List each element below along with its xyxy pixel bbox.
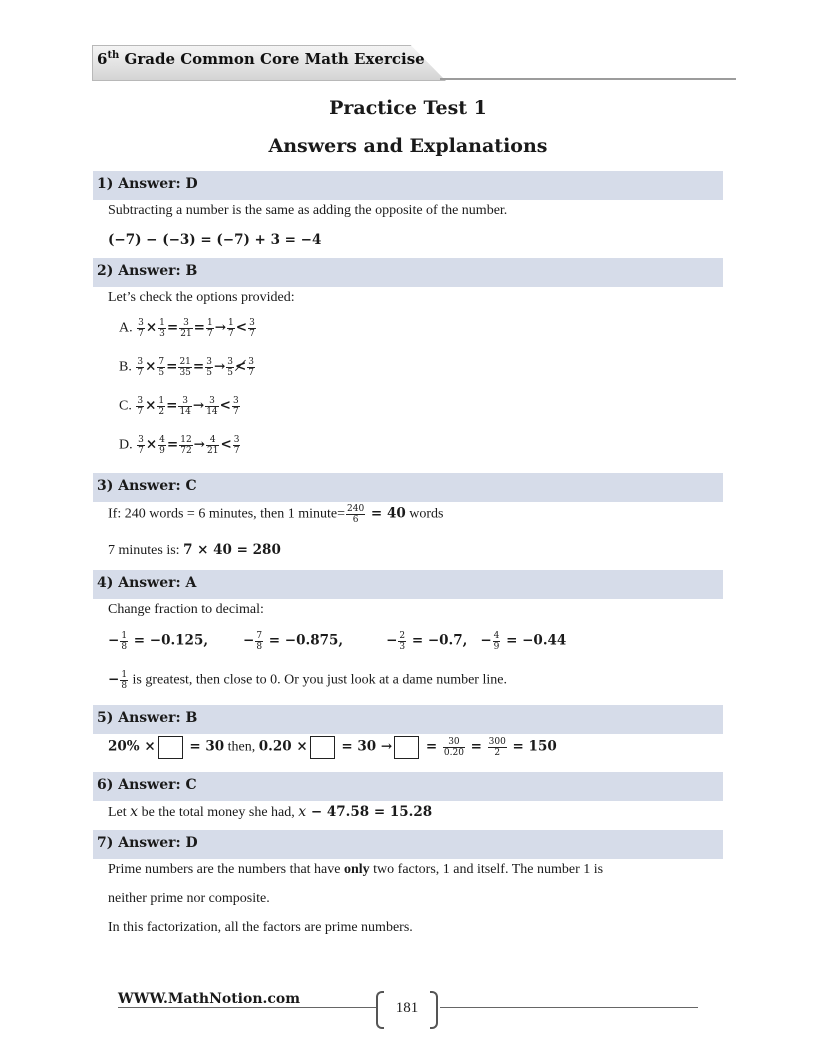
q2-explanation: Let’s check the options provided: xyxy=(108,290,295,305)
q1-explanation: Subtracting a number is the same as adding the opposite of the number. xyxy=(108,203,508,218)
answer-bar-5: 5) Answer: B xyxy=(93,705,723,734)
answer-bar-2: 2) Answer: B xyxy=(93,258,723,287)
q2-option-d: D. $\frac{3}{7}$ × $\frac{4}{9}$ = $\frac{12}{72}$ → $\frac{4}{21}$ < $\frac{3}{7}$ xyxy=(119,435,240,456)
q2-option-c: C. $\frac{3}{7}$ × $\frac{1}{2}$ = $\frac{3}{14}$ → $\frac{3}{14}$ < $\frac{3}{7}$ xyxy=(119,396,239,417)
blank-box xyxy=(158,736,183,759)
q3-explanation: If: 240 words = 6 minutes, then 1 minute= $\frac{240}{6}$ = 40 words xyxy=(108,504,444,525)
page-subtitle: Answers and Explanations xyxy=(268,135,548,157)
answer-bar-6: 6) Answer: C xyxy=(93,772,723,801)
q5-math: 20% × = 30 then, 0.20 × = 30 → = $\frac{30}{0.20}$ = $\frac{300}{2}$ = 150 xyxy=(108,737,557,758)
answer-bar-1: 1) Answer: D xyxy=(93,171,723,200)
q2-option-a: A. $\frac{3}{7}$ × $\frac{1}{3}$ = $\frac{3}{21}$ = $\frac{1}{7}$ → $\frac{1}{7}$ < $\frac{3}{7}$ xyxy=(119,318,255,339)
footer-rule-left xyxy=(118,1007,376,1008)
answer-bar-7: 7) Answer: D xyxy=(93,830,723,859)
footer-rule-right xyxy=(440,1007,698,1008)
q2-option-b: B. $\frac{3}{7}$ × $\frac{7}{5}$ = $\frac{21}{35}$ = $\frac{3}{5}$ → $\frac{3}{5}$ ≮ $\frac{3}{7}$ xyxy=(119,357,255,378)
q1-math: (−7) − (−3) = (−7) + 3 = −4 xyxy=(108,232,322,248)
header-rule xyxy=(440,78,736,80)
blank-box xyxy=(394,736,419,759)
q7-line-2: neither prime nor composite. xyxy=(108,891,270,906)
blank-box xyxy=(310,736,335,759)
answer-bar-3: 3) Answer: C xyxy=(93,473,723,502)
q4-decimals: − $\frac{1}{8}$ = −0.125, − $\frac{7}{8}$ = −0.875, − $\frac{2}{3}$ = −0.7, − $\frac{4}{9}$ = −0.44 xyxy=(108,631,567,652)
q4-conclusion: − $\frac{1}{8}$ is greatest, then close to 0. Or you just look at a dame number line. xyxy=(108,670,507,691)
footer-url: WWW.MathNotion.com xyxy=(118,991,301,1007)
page-title: Practice Test 1 xyxy=(329,97,487,119)
page-number: 181 xyxy=(395,1000,419,1016)
answer-bar-4: 4) Answer: A xyxy=(93,570,723,599)
q6-explanation: Let x be the total money she had, x − 47.58 = 15.28 xyxy=(108,804,433,820)
header-title: 6th Grade Common Core Math Exercise xyxy=(97,50,425,68)
q3-result: 7 minutes is: 7 × 40 = 280 xyxy=(108,542,281,558)
q7-line-1: Prime numbers are the numbers that have only two factors, 1 and itself. The number 1 is xyxy=(108,862,604,877)
q4-explanation: Change fraction to decimal: xyxy=(108,602,264,617)
q7-line-3: In this factorization, all the factors are prime numbers. xyxy=(108,920,413,935)
